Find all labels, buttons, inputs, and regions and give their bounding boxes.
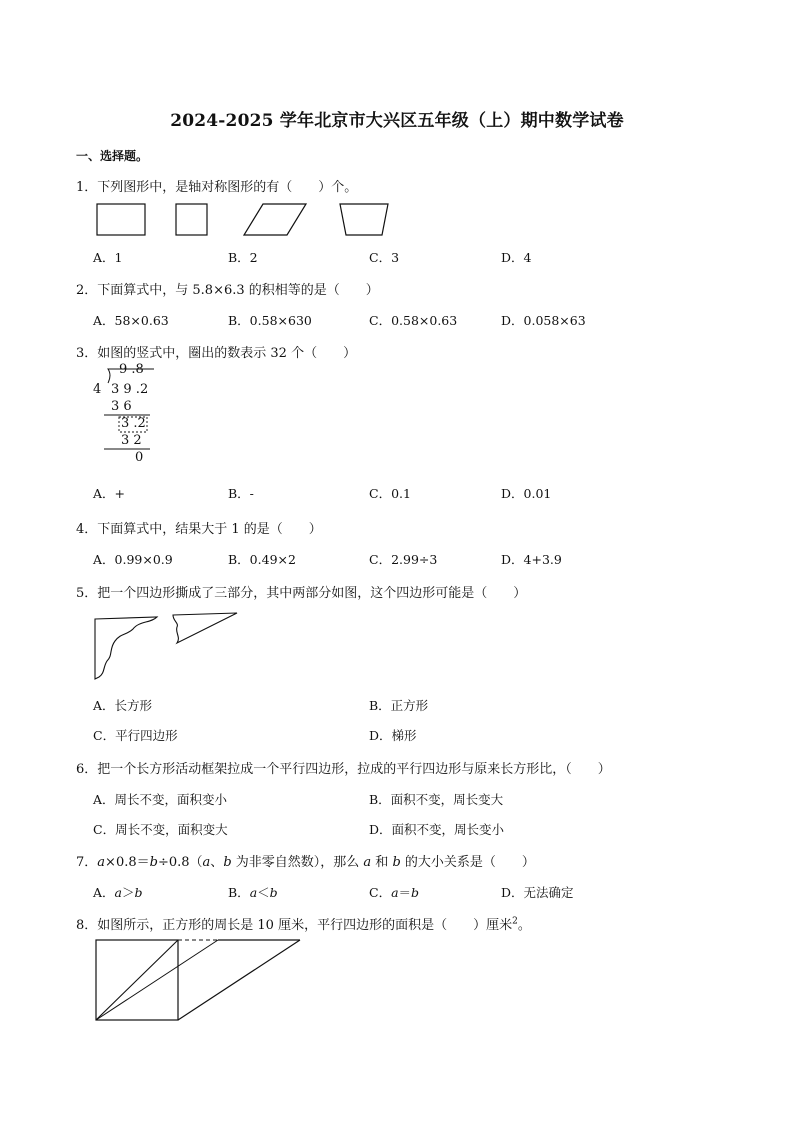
square-parallelogram-figure bbox=[94, 936, 304, 1022]
option-label: D． bbox=[501, 885, 524, 900]
q4-option-a[interactable]: A．0.99×0.9 bbox=[93, 552, 173, 567]
q3-option-a[interactable]: A．+ bbox=[93, 486, 126, 501]
q7-prefix: 7． bbox=[76, 855, 98, 870]
division-divisor: 4 bbox=[93, 382, 102, 397]
trapezoid-shape bbox=[340, 204, 388, 235]
var-a: a bbox=[97, 855, 106, 870]
q4-option-d[interactable]: D．4+3.9 bbox=[501, 552, 562, 567]
torn-piece-right bbox=[173, 613, 237, 643]
question-2-stem: 2．下面算式中，与 5.8×6.3 的积相等的是（ ） bbox=[76, 283, 379, 298]
q4-option-c[interactable]: C．2.99÷3 bbox=[369, 552, 438, 567]
parallelogram-left-side bbox=[96, 940, 218, 1020]
option-label: B． bbox=[228, 885, 250, 900]
question-7-stem bbox=[76, 851, 535, 870]
var-a: a bbox=[391, 885, 399, 900]
torn-quadrilateral-figure bbox=[93, 611, 243, 681]
division-quotient: 9 .8 bbox=[119, 362, 144, 377]
option-label: A． bbox=[93, 885, 115, 900]
q3-option-d[interactable]: D．0.01 bbox=[501, 486, 552, 501]
q2-option-b[interactable]: B．0.58×630 bbox=[228, 313, 312, 328]
q1-option-c[interactable]: C．3 bbox=[369, 250, 400, 265]
var-a: a bbox=[249, 885, 258, 900]
question-4-stem: 4．下面算式中，结果大于 1 的是（ ） bbox=[76, 522, 322, 537]
question-8-stem bbox=[76, 914, 531, 933]
q7-end: 的大小关系是（ ） bbox=[400, 855, 535, 870]
q6-option-b[interactable]: B．面积不变，周长变大 bbox=[369, 792, 504, 807]
relation-symbol: ＜ bbox=[257, 885, 270, 900]
var-b: b bbox=[411, 885, 420, 900]
rectangle-shape bbox=[97, 204, 145, 235]
q7-part-1: ×0.8＝ bbox=[105, 855, 150, 870]
q7-option-d[interactable] bbox=[501, 883, 574, 901]
var-a: a bbox=[114, 885, 122, 900]
question-3-stem: 3．如图的竖式中，圈出的数表示 32 个（ ） bbox=[76, 346, 357, 361]
q2-option-d[interactable]: D．0.058×63 bbox=[501, 313, 586, 328]
parallelogram-right-side bbox=[178, 940, 300, 1020]
q6-option-c[interactable]: C．周长不变，面积变大 bbox=[93, 822, 228, 837]
q3-option-c[interactable]: C．0.1 bbox=[369, 486, 411, 501]
question-1-figures bbox=[96, 203, 396, 237]
option-text: 无法确定 bbox=[523, 885, 574, 900]
torn-piece-left bbox=[95, 617, 157, 679]
q8-text: 8．如图所示，正方形的周长是 10 厘米，平行四边形的面积是（ ）厘米 bbox=[76, 918, 513, 933]
relation-symbol: ＝ bbox=[398, 885, 412, 900]
parallelogram-shape bbox=[244, 204, 306, 235]
square-diagonal bbox=[96, 940, 178, 1020]
relation-symbol: ＞ bbox=[121, 885, 135, 900]
var-a: a bbox=[202, 855, 211, 870]
var-b: b bbox=[134, 885, 143, 900]
q5-option-b[interactable]: B．正方形 bbox=[369, 698, 429, 713]
q7-sep: 、 bbox=[210, 855, 224, 870]
option-label: C． bbox=[369, 885, 392, 900]
q2-option-a[interactable]: A．58×0.63 bbox=[93, 313, 169, 328]
q8-superscript: 2 bbox=[512, 916, 518, 927]
q1-option-a[interactable]: A．1 bbox=[93, 250, 123, 265]
var-b: b bbox=[223, 855, 232, 870]
division-step-2: 3 .2 bbox=[121, 416, 146, 431]
q7-option-b[interactable] bbox=[228, 883, 278, 901]
question-6-stem: 6．把一个长方形活动框架拉成一个平行四边形，拉成的平行四边形与原来长方形比，（ ） bbox=[76, 762, 611, 777]
q7-part-2: ÷0.8（ bbox=[157, 855, 203, 870]
q7-part-3: 为非零自然数），那么 bbox=[231, 855, 364, 870]
division-step-3: 3 2 bbox=[121, 433, 142, 448]
square-shape bbox=[176, 204, 207, 235]
var-a: a bbox=[363, 855, 372, 870]
long-division-figure bbox=[90, 362, 170, 467]
q7-option-c[interactable] bbox=[369, 883, 419, 901]
question-5-stem: 5．把一个四边形撕成了三部分，其中两部分如图，这个四边形可能是（ ） bbox=[76, 586, 527, 601]
var-b: b bbox=[392, 855, 401, 870]
q8-tail: 。 bbox=[517, 918, 531, 933]
q4-option-b[interactable]: B．0.49×2 bbox=[228, 552, 296, 567]
q2-option-c[interactable]: C．0.58×0.63 bbox=[369, 313, 458, 328]
division-dividend: 3 9 .2 bbox=[111, 382, 149, 397]
division-step-1: 3 6 bbox=[111, 399, 132, 414]
q5-option-d[interactable]: D．梯形 bbox=[369, 728, 417, 743]
var-b: b bbox=[149, 855, 158, 870]
q6-option-a[interactable]: A．周长不变，面积变小 bbox=[93, 792, 228, 807]
section-heading: 一、选择题。 bbox=[76, 149, 149, 163]
q7-option-a[interactable] bbox=[93, 883, 143, 901]
page-title: 2024-2025 学年北京市大兴区五年级（上）期中数学试卷 bbox=[170, 111, 624, 131]
q5-option-a[interactable]: A．长方形 bbox=[93, 698, 153, 713]
q1-option-b[interactable]: B．2 bbox=[228, 250, 258, 265]
q1-option-d[interactable]: D．4 bbox=[501, 250, 532, 265]
q6-option-d[interactable]: D．面积不变，周长变小 bbox=[369, 822, 505, 837]
question-1-stem: 1．下列图形中，是轴对称图形的有（ ）个。 bbox=[76, 180, 358, 195]
var-b: b bbox=[269, 885, 278, 900]
q3-option-b[interactable]: B．- bbox=[228, 486, 254, 501]
q5-option-c[interactable]: C．平行四边形 bbox=[93, 728, 178, 743]
division-remainder: 0 bbox=[135, 450, 144, 465]
q7-part-4: 和 bbox=[371, 855, 393, 870]
